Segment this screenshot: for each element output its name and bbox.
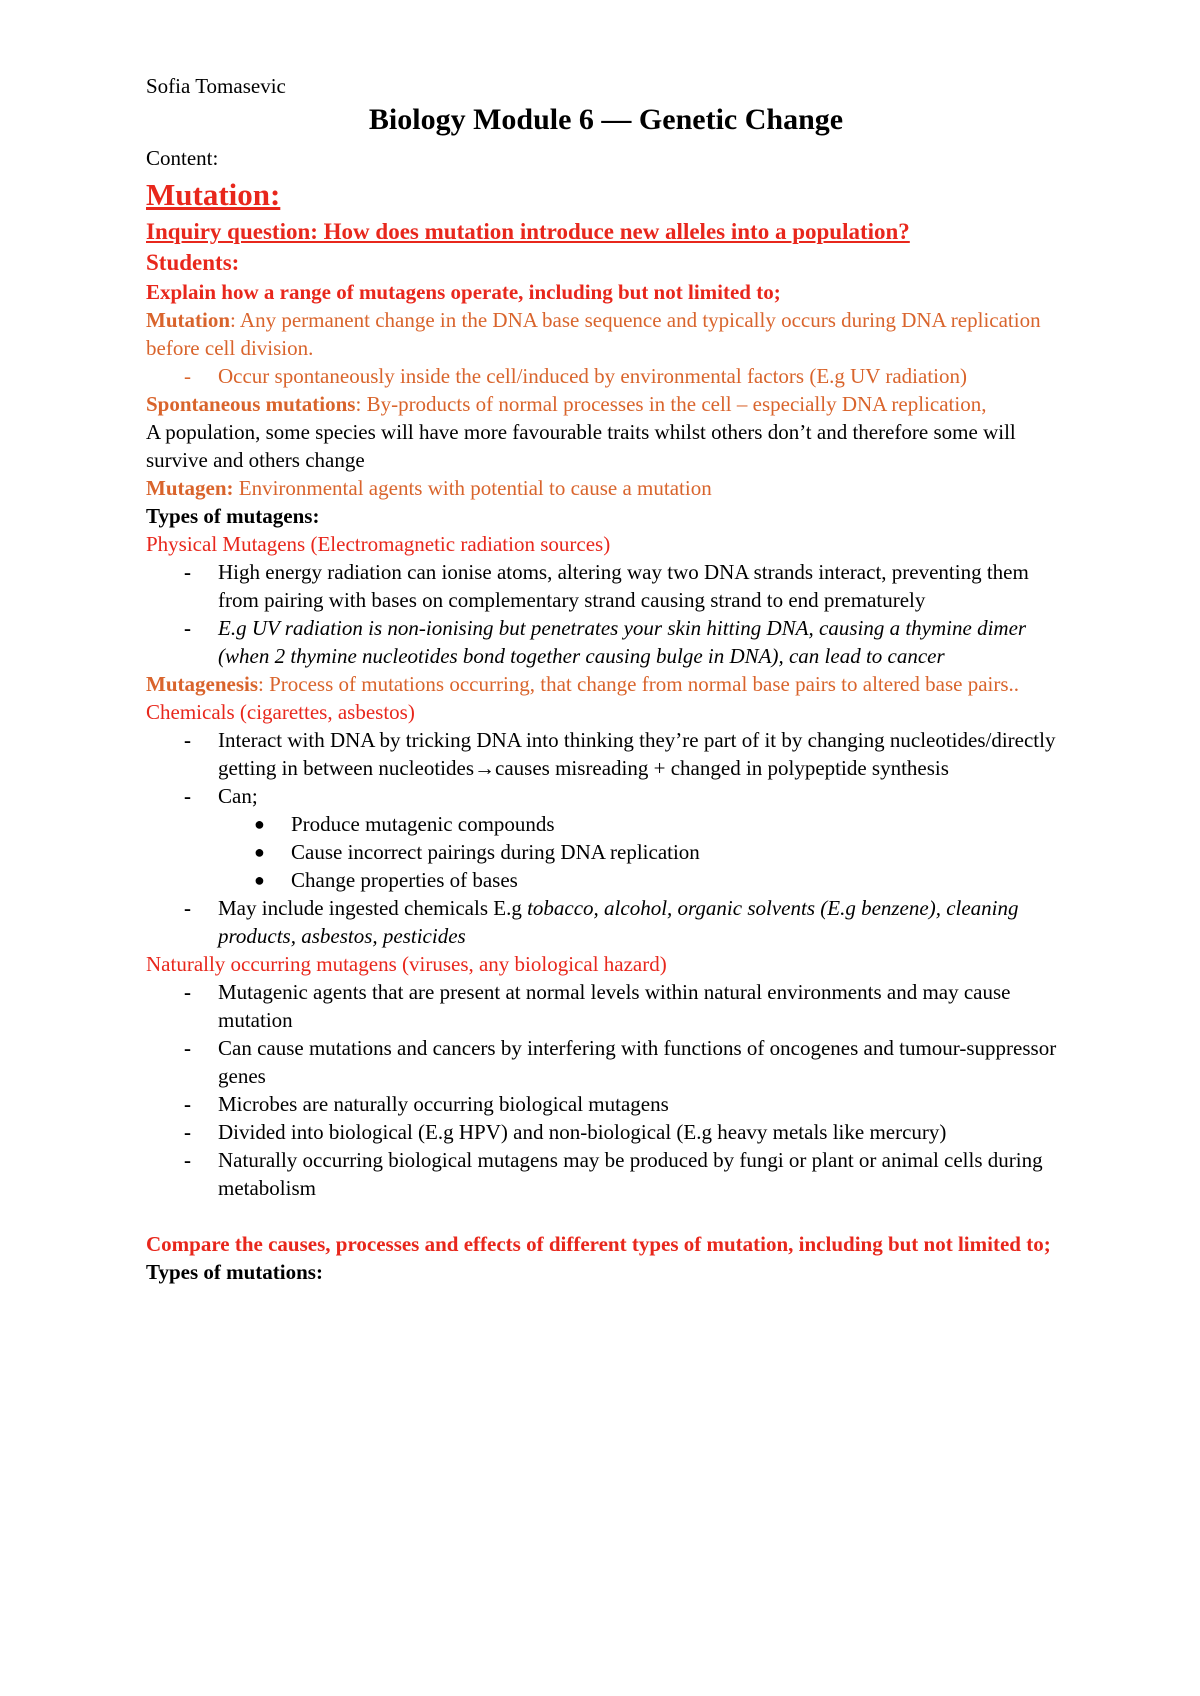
list-item bbox=[146, 1090, 1066, 1118]
mutagenesis-definition bbox=[146, 670, 1066, 698]
dash-marker: - bbox=[184, 1120, 191, 1144]
types-of-mutagens-heading: Types of mutagens: bbox=[146, 504, 320, 528]
sub-bullet-text: Cause incorrect pairings during DNA replication bbox=[291, 840, 700, 864]
sub-bullet-text: Change properties of bases bbox=[291, 868, 518, 892]
list-item bbox=[146, 362, 1066, 390]
author-name: Sofia Tomasevic bbox=[146, 74, 286, 98]
chemicals-bullets bbox=[146, 726, 1066, 810]
explain-heading: Explain how a range of mutagens operate, including but not limited to; bbox=[146, 280, 781, 304]
spontaneous-definition bbox=[146, 390, 1066, 418]
inquiry-question: Inquiry question: How does mutation introduce new alleles into a population? bbox=[146, 219, 910, 244]
right-arrow-icon: → bbox=[474, 756, 496, 780]
mutagenesis-text: : Process of mutations occurring, that change from normal base pairs to altered base pairs.. bbox=[258, 672, 1020, 696]
dash-marker: - bbox=[184, 896, 191, 920]
population-line: A population, some species will have more favourable traits whilst others don’t and therefore some will survive and others change bbox=[146, 420, 1016, 472]
spontaneous-text: : By-products of normal processes in the cell – especially DNA replication, bbox=[355, 392, 987, 416]
dash-marker: - bbox=[184, 980, 191, 1004]
physical-mutagens-heading: Physical Mutagens (Electromagnetic radiation sources) bbox=[146, 532, 611, 556]
list-item bbox=[146, 782, 1066, 810]
document-body bbox=[146, 72, 1066, 1286]
content-label: Content: bbox=[146, 146, 219, 170]
bullet-dot-icon: ● bbox=[254, 814, 265, 834]
spontaneous-term: Spontaneous mutations bbox=[146, 392, 356, 416]
dash-marker: - bbox=[184, 1092, 191, 1116]
sub-bullet-text: Produce mutagenic compounds bbox=[291, 812, 555, 836]
mutagenesis-term: Mutagenesis bbox=[146, 672, 258, 696]
chemicals-bullets-continued bbox=[146, 894, 1066, 950]
natural-bullet-text: Mutagenic agents that are present at normal levels within natural environments and may cause mutation bbox=[218, 980, 1011, 1032]
chemicals-bullet-2: Can; bbox=[218, 784, 258, 808]
section-heading: Mutation: bbox=[146, 177, 281, 212]
dash-marker: - bbox=[184, 560, 191, 584]
mutagen-term: Mutagen: bbox=[146, 476, 234, 500]
dash-marker: - bbox=[184, 1036, 191, 1060]
blank-line bbox=[146, 1202, 1066, 1230]
natural-bullet-text: Naturally occurring biological mutagens may be produced by fungi or plant or animal cells during metabolism bbox=[218, 1148, 1043, 1200]
students-label: Students: bbox=[146, 250, 240, 275]
physical-bullets bbox=[146, 558, 1066, 670]
bullet-dot-icon: ● bbox=[254, 842, 265, 862]
dash-marker: - bbox=[184, 1148, 191, 1172]
list-item bbox=[146, 838, 1066, 866]
dash-marker: - bbox=[184, 364, 191, 388]
dash-marker: - bbox=[184, 616, 191, 640]
chemicals-bullet-3b: tobacco, alcohol, organic solvents (E.g benzene), cleaning products, asbestos, pesticides bbox=[218, 896, 1019, 948]
mutation-definition bbox=[146, 306, 1066, 362]
list-item bbox=[146, 1034, 1066, 1090]
mutation-term: Mutation bbox=[146, 308, 230, 332]
compare-heading: Compare the causes, processes and effects of different types of mutation, including but not limited to; bbox=[146, 1232, 1051, 1256]
list-item bbox=[146, 810, 1066, 838]
natural-bullet-text: Can cause mutations and cancers by interfering with functions of oncogenes and tumour-suppressor genes bbox=[218, 1036, 1057, 1088]
list-item bbox=[146, 866, 1066, 894]
mutation-text: : Any permanent change in the DNA base sequence and typically occurs during DNA replication before cell division. bbox=[146, 308, 1041, 360]
chemicals-bullet-3a: May include ingested chemicals E.g bbox=[218, 896, 528, 920]
list-item bbox=[146, 894, 1066, 950]
natural-mutagens-heading: Naturally occurring mutagens (viruses, any biological hazard) bbox=[146, 952, 667, 976]
natural-bullet-text: Divided into biological (E.g HPV) and non-biological (E.g heavy metals like mercury) bbox=[218, 1120, 947, 1144]
list-item bbox=[146, 1146, 1066, 1202]
list-item bbox=[146, 726, 1066, 782]
list-item bbox=[146, 558, 1066, 614]
mutation-bullet-text: Occur spontaneously inside the cell/induced by environmental factors (E.g UV radiation) bbox=[218, 364, 967, 388]
physical-bullet-2: E.g UV radiation is non-ionising but penetrates your skin hitting DNA, causing a thymine dimer (when 2 thymine nucleotides bond together causing bulge in DNA), can lead to cancer bbox=[218, 616, 1027, 668]
bullet-dot-icon: ● bbox=[254, 870, 265, 890]
physical-bullet-1: High energy radiation can ionise atoms, altering way two DNA strands interact, preventing them from pairing with bases on complementary strand causing strand to end prematurely bbox=[218, 560, 1029, 612]
list-item bbox=[146, 978, 1066, 1034]
chemicals-sub-bullets bbox=[146, 810, 1066, 894]
document-title: Biology Module 6 — Genetic Change bbox=[368, 103, 844, 136]
list-item bbox=[146, 1118, 1066, 1146]
dash-marker: - bbox=[184, 728, 191, 752]
chemicals-bullet-1a: Interact with DNA by tricking DNA into thinking they’re part of it by changing nucleotides/directly getting in between nucleotides bbox=[218, 728, 1056, 780]
dash-marker: - bbox=[184, 784, 191, 808]
types-of-mutations-heading: Types of mutations: bbox=[146, 1260, 323, 1284]
mutagen-text: Environmental agents with potential to cause a mutation bbox=[233, 476, 712, 500]
natural-bullet-text: Microbes are naturally occurring biological mutagens bbox=[218, 1092, 669, 1116]
chemicals-bullet-1b: causes misreading + changed in polypeptide synthesis bbox=[495, 756, 949, 780]
chemicals-heading: Chemicals (cigarettes, asbestos) bbox=[146, 700, 415, 724]
mutation-bullets bbox=[146, 362, 1066, 390]
mutagen-definition bbox=[146, 474, 1066, 502]
list-item bbox=[146, 614, 1066, 670]
natural-bullets bbox=[146, 978, 1066, 1202]
